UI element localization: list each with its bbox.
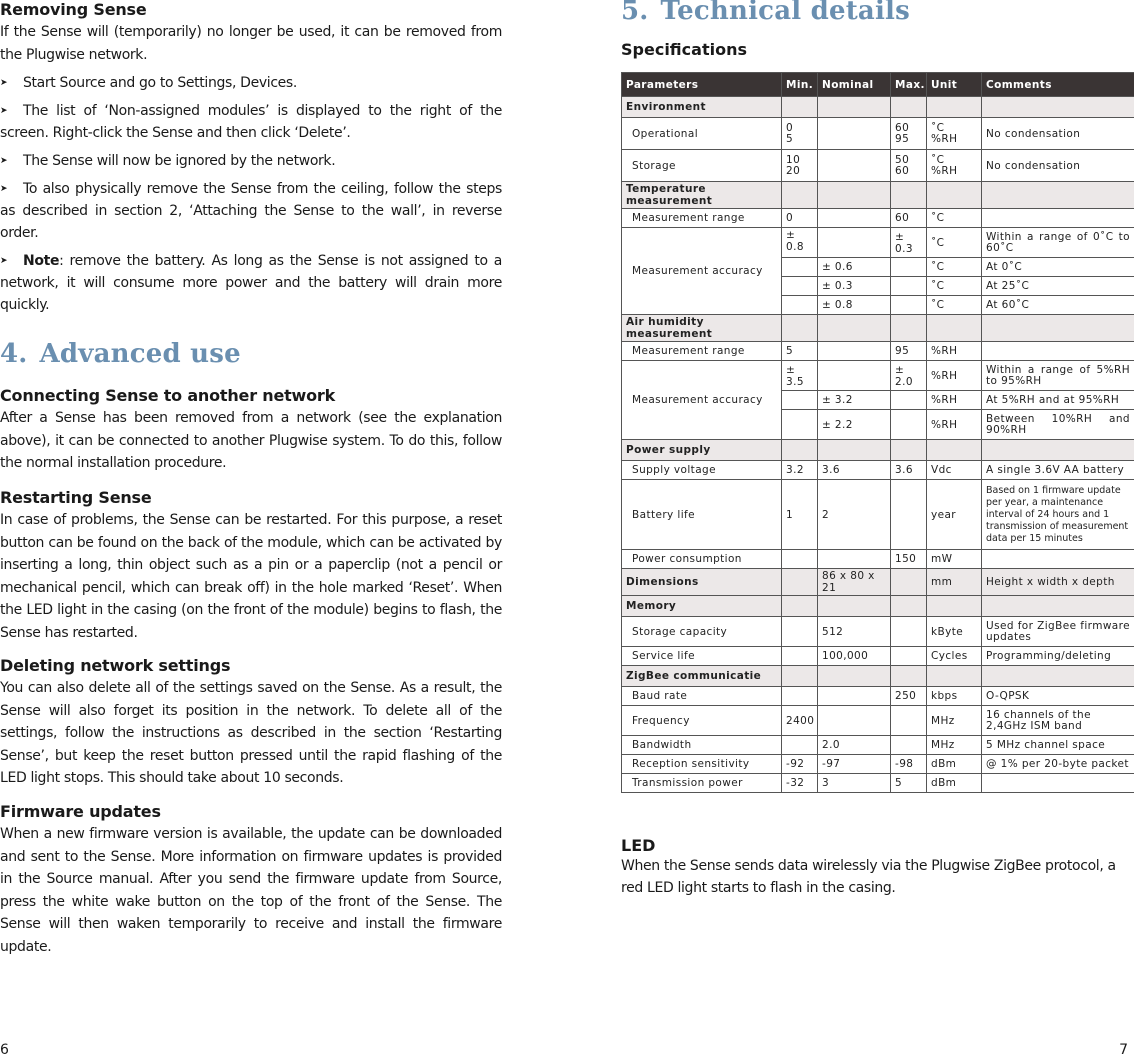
bullet-arrow-icon: ➤ — [0, 106, 8, 116]
category-environment: Environment — [622, 97, 1134, 118]
table-row: Baud rate 250 kbps O-QPSK — [622, 687, 1134, 706]
header-min: Min. — [782, 73, 818, 97]
specifications-table — [621, 72, 1134, 793]
technical-details-title: 5. Technical details — [621, 0, 910, 26]
header-parameters: Parameters — [622, 73, 782, 97]
bullet-arrow-icon: ➤ — [0, 156, 8, 166]
table-row: ± 0.8 ˚C At 60˚C — [622, 296, 1134, 315]
bullet-arrow-icon: ➤ — [0, 78, 8, 88]
category-memory: Memory — [622, 596, 1134, 617]
table-row: Measurement accuracy ± 0.8 ± 0.3 ˚C Within a range of 0˚C to 60˚C — [622, 228, 1134, 258]
category-dimensions: Dimensions 86 x 80 x 21 mm Height x width x depth — [622, 569, 1134, 596]
category-humidity: Air humidity measurement — [622, 315, 1134, 342]
led-text: When the Sense sends data wirelessly via the Plugwise ZigBee protocol, a red LED light starts to flash in the casing. — [621, 858, 1116, 896]
list-item: ➤ To also physically remove the Sense from the ceiling, follow the steps as described in section 2, ‘Attaching the Sense to the wall’, in reverse order. — [0, 178, 502, 244]
note-item — [0, 250, 502, 316]
bullet-arrow-icon: ➤ — [0, 256, 8, 266]
connecting-section — [0, 386, 502, 475]
note-text: : remove the battery. As long as the Sense is not assigned to a network, it will consume more power and the battery will drain more quickly. — [0, 253, 502, 313]
table-row: ± 0.6 ˚C At 0˚C — [622, 258, 1134, 277]
removing-steps — [0, 72, 502, 316]
specifications-heading: Specifications — [621, 40, 747, 59]
table-row: Measurement range 5 95 %RH — [622, 342, 1134, 361]
category-temperature: Temperature measurement — [622, 182, 1134, 209]
table-row: Transmission power -32 3 5 dBm — [622, 774, 1134, 793]
deleting-section — [0, 656, 502, 790]
table-row: Power consumption 150 mW — [622, 550, 1134, 569]
led-section — [621, 836, 1134, 899]
connecting-text: After a Sense has been removed from a network (see the explanation above), it can be connected to another Plugwise system. To do this, follow the normal installation procedure. — [0, 410, 502, 471]
removing-intro: If the Sense will (temporarily) no longer be used, it can be removed from the Plugwise network. — [0, 24, 502, 63]
list-item: ➤ The Sense will now be ignored by the network. — [0, 150, 502, 172]
removing-heading: Removing Sense — [0, 0, 147, 19]
firmware-section — [0, 802, 502, 958]
page-number-right: 7 — [1119, 1042, 1128, 1058]
table-row: Measurement accuracy ± 3.5 ± 2.0 %RH Within a range of 5%RH to 95%RH — [622, 361, 1134, 391]
category-power-supply: Power supply — [622, 440, 1134, 461]
category-zigbee: ZigBee communicatie — [622, 666, 1134, 687]
table-row: ± 2.2 %RH Between 10%RH and 90%RH — [622, 410, 1134, 440]
list-item: ➤ Start Source and go to Settings, Devices. — [0, 72, 502, 94]
restarting-section — [0, 488, 502, 644]
table-row: Supply voltage 3.2 3.6 3.6 Vdc A single 3.6V AA battery — [622, 461, 1134, 480]
deleting-heading: Deleting network settings — [0, 656, 231, 675]
removing-section — [0, 0, 502, 316]
advanced-use-title: 4. Advanced use — [0, 339, 241, 369]
header-comments: Comments — [982, 73, 1134, 97]
bullet-arrow-icon: ➤ — [0, 184, 8, 194]
table-row: Reception sensitivity -92 -97 -98 dBm @ 1% per 20-byte packet — [622, 755, 1134, 774]
restarting-heading: Restarting Sense — [0, 488, 152, 507]
table-row: Storage capacity 512 kByte Used for ZigBee firmware updates — [622, 617, 1134, 647]
connecting-heading: Connecting Sense to another network — [0, 386, 336, 405]
table-row: Measurement range 0 60 ˚C — [622, 209, 1134, 228]
header-nominal: Nominal — [818, 73, 891, 97]
table-row: Storage 10 20 50 60 ˚C %RH No condensation — [622, 150, 1134, 182]
restarting-text: In case of problems, the Sense can be restarted. For this purpose, a reset button can be found on the back of the module, which can be activated by inserting a long, thin object such as a pin or a paperclip (not a pencil or mechanical pencil, which can break off) in the hole marked ‘Reset’. When the LED light in the casing (on the front of the module) begins to flash, the Sense has restarted. — [0, 512, 502, 641]
note-label: Note — [23, 253, 60, 269]
header-unit: Unit — [927, 73, 982, 97]
table-header-row — [622, 73, 1134, 97]
page-number-left: 6 — [0, 1042, 9, 1058]
firmware-heading: Firmware updates — [0, 802, 161, 821]
firmware-text: When a new firmware version is available, the update can be downloaded and sent to the Sense. More information on firmware updates is provided in the Source manual. After you send the firmware update from Source, press the white wake button on the top of the front of the Sense. The Sense will then waken temporarily to receive and install the firmware update. — [0, 826, 502, 955]
table-row: ± 0.3 ˚C At 25˚C — [622, 277, 1134, 296]
list-item: ➤ The list of ‘Non-assigned modules’ is displayed to the right of the screen. Right-click the Sense and then click ‘Delete’. — [0, 100, 502, 144]
table-row: ± 3.2 %RH At 5%RH and at 95%RH — [622, 391, 1134, 410]
table-row: Bandwidth 2.0 MHz 5 MHz channel space — [622, 736, 1134, 755]
table-row: Service life 100,000 Cycles Programming/deleting — [622, 647, 1134, 666]
table-row: Frequency 2400 MHz 16 channels of the 2,4GHz ISM band — [622, 706, 1134, 736]
table-row: Operational 0 5 60 95 ˚C %RH No condensation — [622, 118, 1134, 150]
header-max: Max. — [891, 73, 927, 97]
deleting-text: You can also delete all of the settings saved on the Sense. As a result, the Sense will also forget its position in the network. To delete all of the settings, follow the instructions as described in the section ‘Restarting Sense’, but keep the reset button pressed until the rapid flashing of the LED light stops. This should take about 10 seconds. — [0, 680, 502, 786]
table-row: Battery life 1 2 year Based on 1 firmware update per year, a maintenance interval of 24 hours and 1 transmission of measurement data per 15 minutes — [622, 480, 1134, 550]
led-heading: LED — [621, 836, 656, 855]
